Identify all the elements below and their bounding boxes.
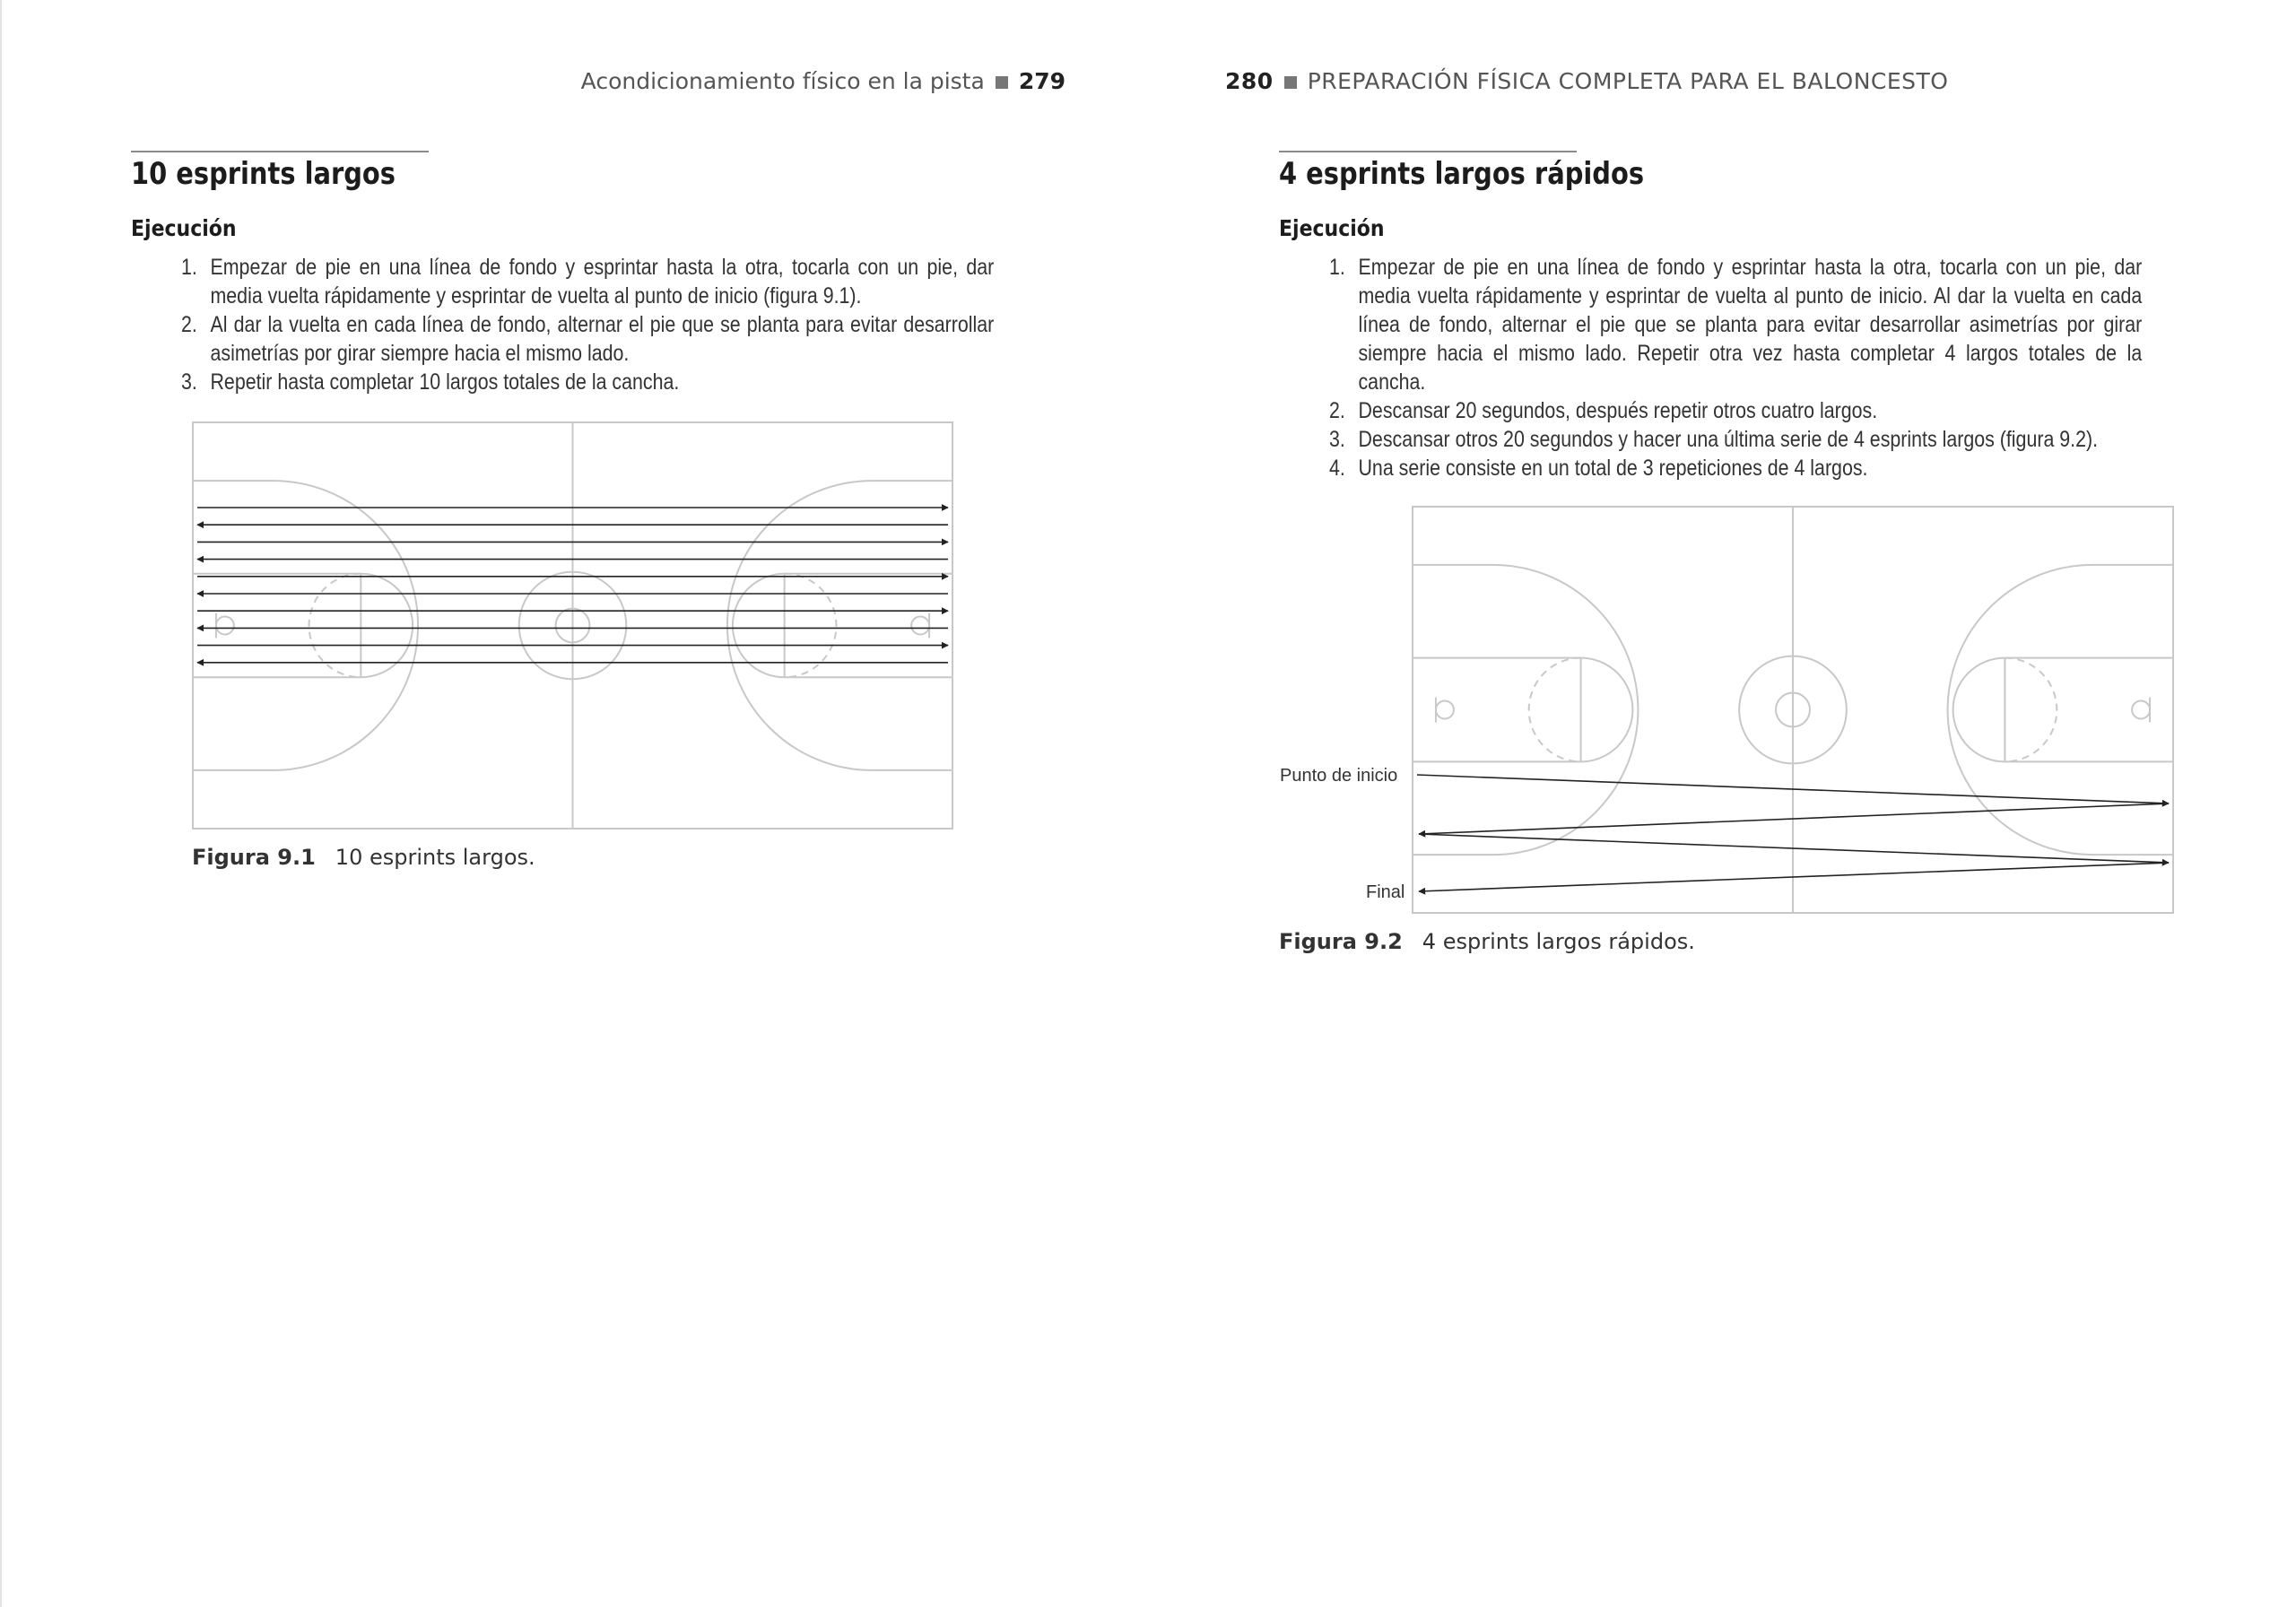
step-item xyxy=(1329,396,2142,425)
left-steps-list xyxy=(181,253,994,396)
step-item xyxy=(1329,253,2142,396)
right-rim xyxy=(911,617,929,635)
right-free-throw-arc xyxy=(733,574,785,678)
figure-label: Figura 9.1 xyxy=(192,845,316,870)
square-bullet-icon xyxy=(1284,76,1297,89)
right-title-rule xyxy=(1279,151,1577,152)
left-rim xyxy=(216,617,234,635)
step-text: Empezar de pie en una línea de fondo y esprintar hasta la otra, tocarla con un pie, dar media vuelta rápidamente y esprintar de vuelta al punto de inicio. Al dar la vuelta en cada línea de fondo, alternar el pie que se planta para evitar desarrollar asimetrías por girar siempre hacia el mismo lado. Repetir otra vez hasta completar 4 largos totales de la cancha. xyxy=(1358,255,2143,395)
right-running-head-text: PREPARACIÓN FÍSICA COMPLETA PARA EL BALONCESTO xyxy=(1307,68,1949,94)
step-text: Descansar 20 segundos, después repetir otros cuatro largos. xyxy=(1358,398,1878,423)
figure-caption-text: 10 esprints largos. xyxy=(335,845,535,870)
step-text: Al dar la vuelta en cada línea de fondo, alternar el pie que se planta para evitar desarrollar asimetrías por girar siempre hacia el mismo lado. xyxy=(210,312,995,366)
right-exercise-title: 4 esprints largos rápidos xyxy=(1279,156,1645,192)
left-page-number: 279 xyxy=(1018,68,1065,94)
step-number: 1. xyxy=(181,255,197,280)
right-running-head xyxy=(1225,68,1948,94)
right-rim xyxy=(2132,701,2150,719)
right-page-number: 280 xyxy=(1225,68,1274,94)
step-text: Descansar otros 20 segundos y hacer una última serie de 4 esprints largos (figura 9.2). xyxy=(1358,427,2099,452)
step-number: 3. xyxy=(1329,427,1345,452)
left-page xyxy=(2,0,1150,1607)
step-item xyxy=(1329,454,2142,482)
right-free-throw-arc xyxy=(1953,658,2005,762)
square-bullet-icon xyxy=(996,76,1008,89)
step-text: Una serie consiste en un total de 3 repeticiones de 4 largos. xyxy=(1358,456,1868,481)
left-lane-lines xyxy=(193,574,361,678)
figure-caption-text: 4 esprints largos rápidos. xyxy=(1422,929,1695,954)
step-item xyxy=(181,310,994,368)
left-running-head xyxy=(581,68,1065,94)
left-title-rule xyxy=(131,151,429,152)
right-free-throw-dashed-arc xyxy=(2005,658,2057,762)
right-section-subtitle: Ejecución xyxy=(1279,215,1385,241)
left-three-point-line xyxy=(1413,565,1638,855)
court-svg-9-1 xyxy=(192,421,954,830)
left-free-throw-dashed-arc xyxy=(1529,658,1581,762)
step-number: 1. xyxy=(1329,255,1345,280)
step-item xyxy=(181,368,994,396)
court-svg-9-2 xyxy=(1150,502,2178,916)
right-lane-lines xyxy=(785,574,952,678)
left-rim xyxy=(1436,701,1454,719)
step-number: 4. xyxy=(1329,456,1345,481)
right-steps-list xyxy=(1329,253,2142,482)
left-free-throw-arc xyxy=(1581,658,1633,762)
court-diagram-9-1 xyxy=(192,421,954,830)
left-free-throw-dashed-arc xyxy=(309,574,361,678)
left-lane-lines xyxy=(1413,658,1581,762)
step-item xyxy=(181,253,994,310)
start-point-label: Punto de inicio xyxy=(1280,766,1398,786)
figure-label: Figura 9.2 xyxy=(1279,929,1403,954)
step-number: 2. xyxy=(1329,398,1345,423)
step-text: Repetir hasta completar 10 largos totales de la cancha. xyxy=(210,369,680,395)
court-diagram-9-2 xyxy=(1150,502,2178,916)
right-page xyxy=(1150,0,2296,1607)
step-number: 2. xyxy=(181,312,197,337)
end-point-label: Final xyxy=(1366,882,1405,902)
left-section-subtitle: Ejecución xyxy=(131,215,237,241)
figure-caption-9-1 xyxy=(192,845,535,870)
step-text: Empezar de pie en una línea de fondo y esprintar hasta la otra, tocarla con un pie, dar media vuelta rápidamente y esprintar de vuelta al punto de inicio (figura 9.1). xyxy=(210,255,995,308)
right-free-throw-dashed-arc xyxy=(785,574,837,678)
step-item xyxy=(1329,425,2142,454)
figure-caption-9-2 xyxy=(1279,929,1695,954)
left-free-throw-arc xyxy=(361,574,413,678)
right-lane-lines xyxy=(2005,658,2173,762)
step-number: 3. xyxy=(181,369,197,395)
left-running-head-text: Acondicionamiento físico en la pista xyxy=(580,68,985,94)
left-exercise-title: 10 esprints largos xyxy=(131,156,396,192)
